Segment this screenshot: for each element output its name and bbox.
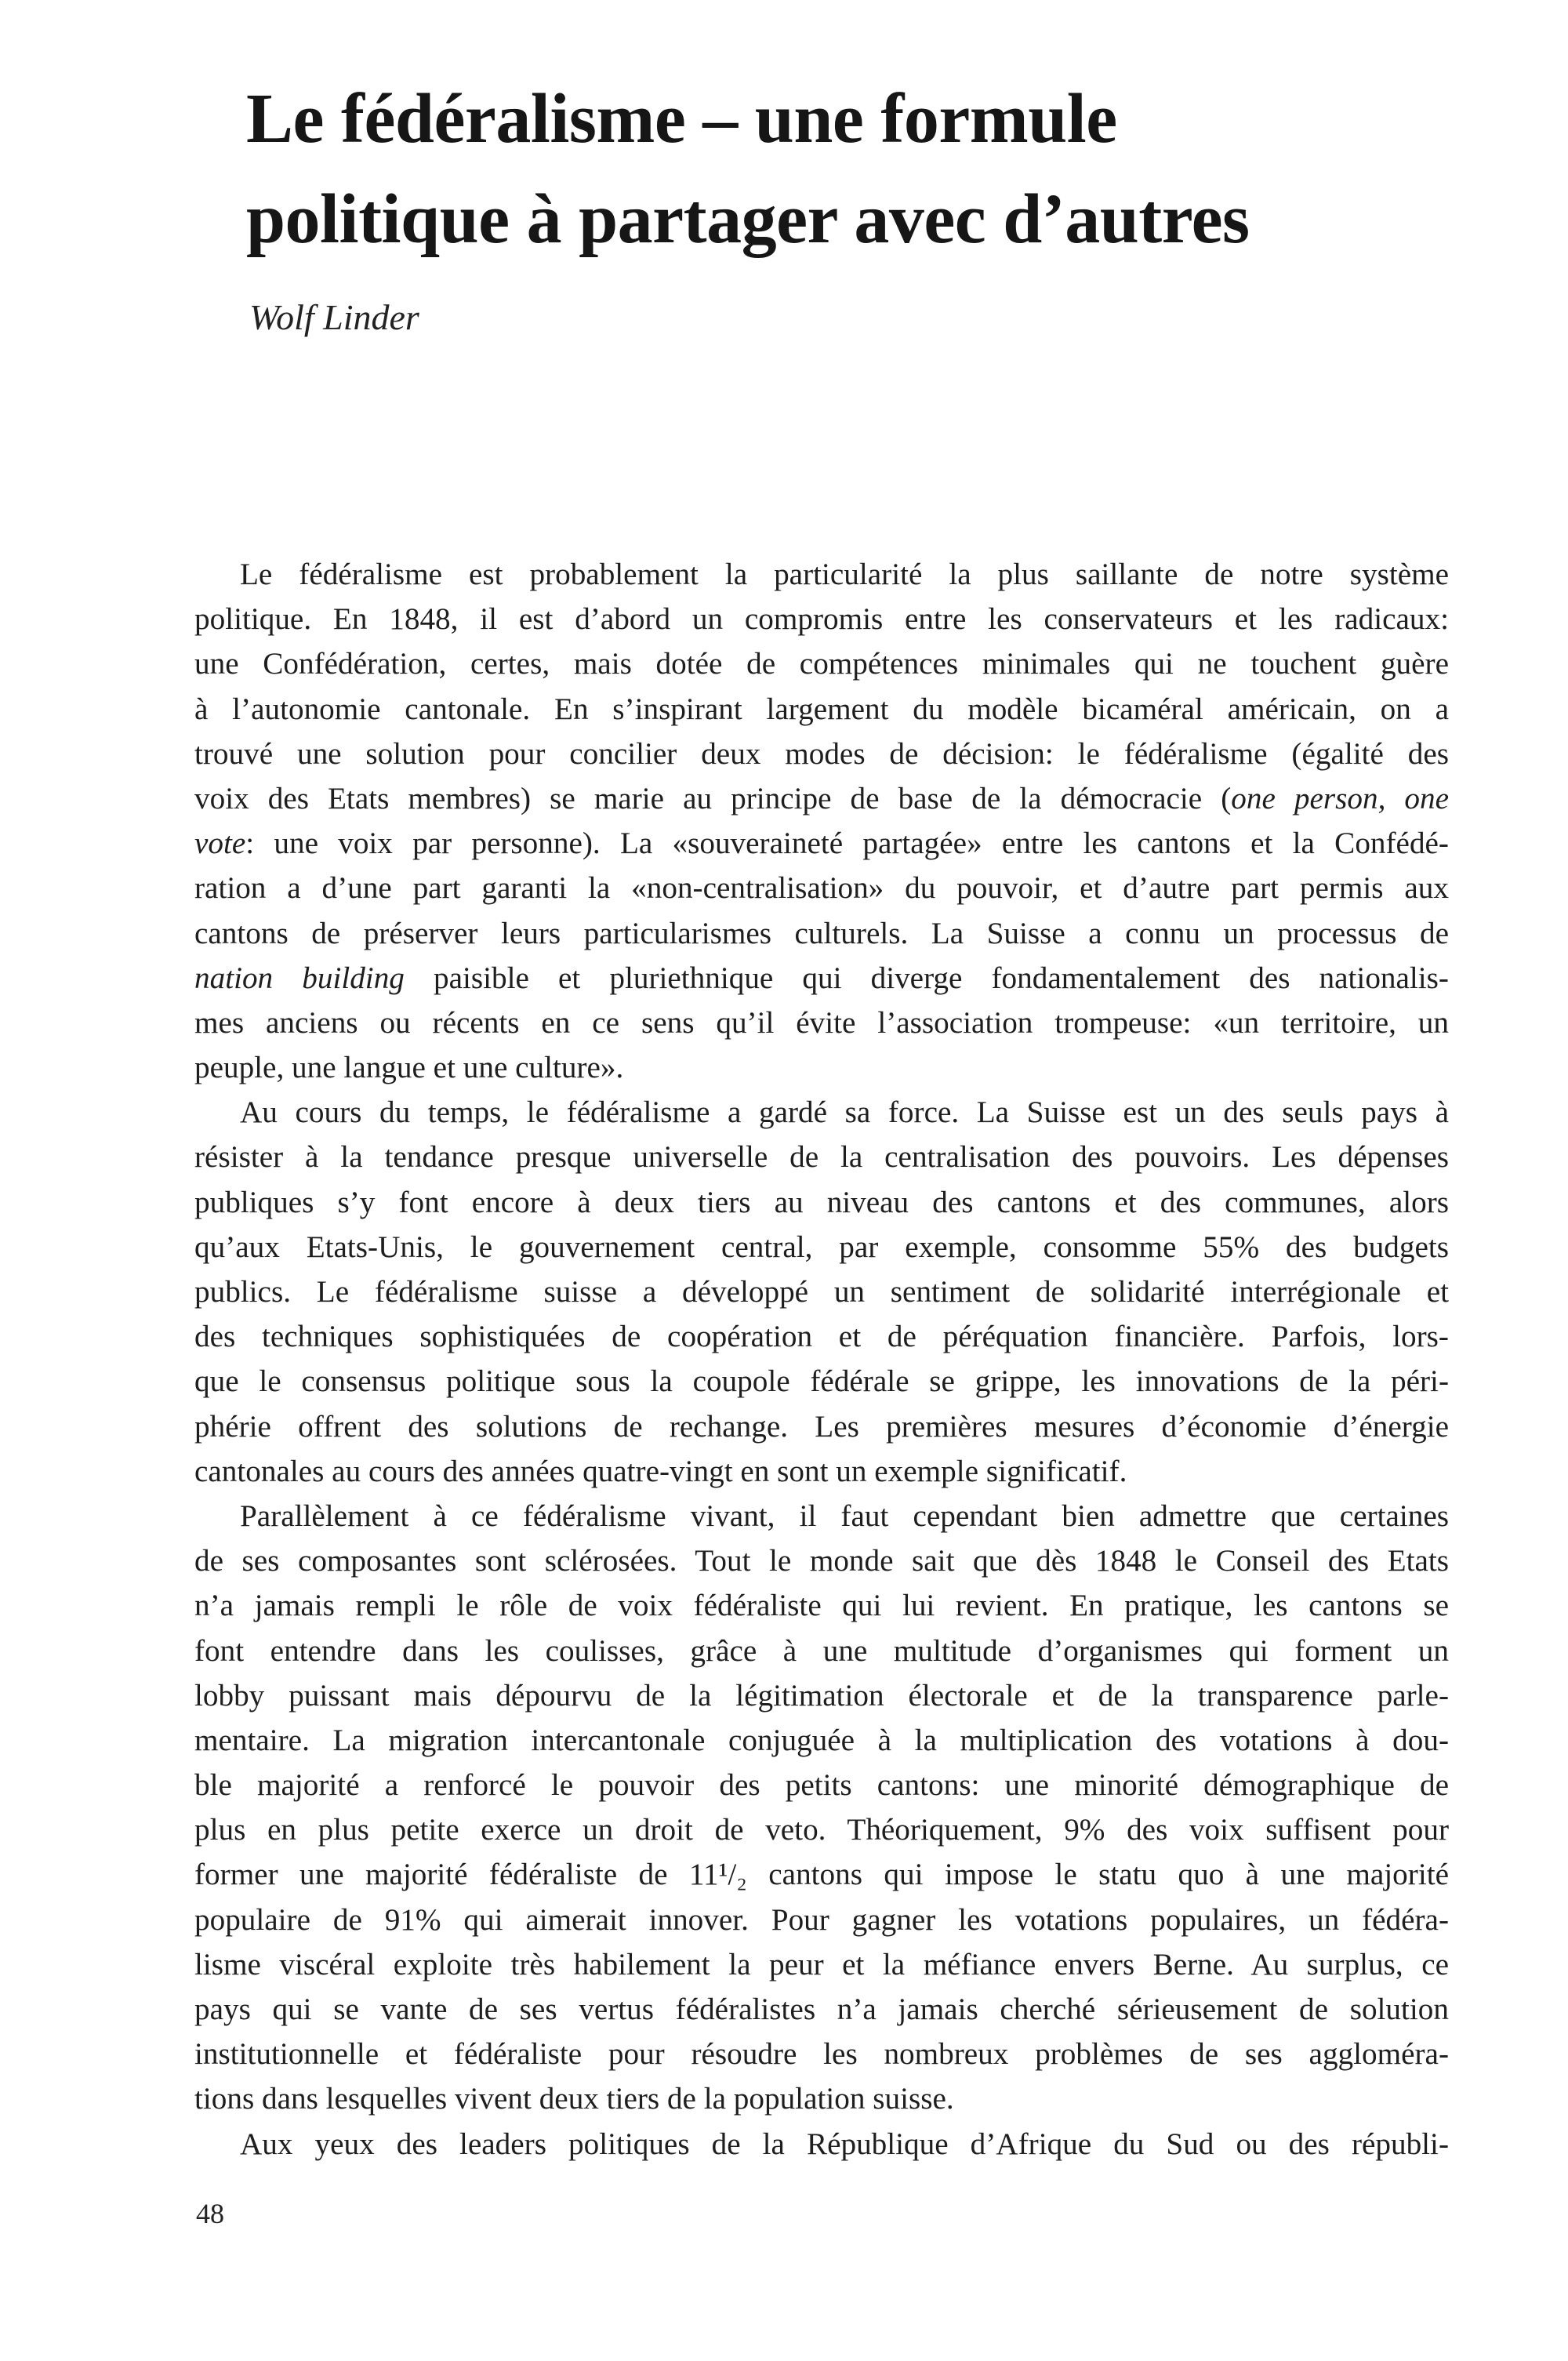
- text-line: lobby puissant mais dépourvu de la légitimation électorale et de la transparence parle-: [194, 1678, 1449, 1713]
- article-body: [194, 552, 1449, 2167]
- text-line: nation building paisible et pluriethnique qui diverge fondamentalement des nationalis-: [194, 961, 1449, 995]
- text-line: résister à la tendance presque universelle de la centralisation des pouvoirs. Les dépenses: [194, 1140, 1449, 1175]
- author-name: Wolf Linder: [249, 297, 419, 337]
- text-line: populaire de 91% qui aimerait innover. Pour gagner les votations populaires, un fédéra-: [194, 1902, 1449, 1937]
- article-title: [246, 69, 1501, 270]
- text-line: peuple, une langue et une culture».: [194, 1051, 624, 1085]
- text-line: font entendre dans les coulisses, grâce à une multitude d’organismes qui forment un: [194, 1633, 1449, 1668]
- text-line: n’a jamais rempli le rôle de voix fédéraliste qui lui revient. En pratique, les cantons se: [194, 1589, 1449, 1623]
- text-line: plus en plus petite exerce un droit de veto. Théoriquement, 9% des voix suffisent pour: [194, 1813, 1449, 1847]
- text-line: Au cours du temps, le fédéralisme a gardé sa force. La Suisse est un des seuls pays à: [240, 1095, 1449, 1130]
- text-line: des techniques sophistiquées de coopération et de péréquation financière. Parfois, lors-: [194, 1320, 1449, 1354]
- text-line: mes anciens ou récents en ce sens qu’il évite l’association trompeuse: «un territoire, un: [194, 1005, 1449, 1040]
- paragraph-4: [194, 2122, 1449, 2167]
- text-line: ble majorité a renforcé le pouvoir des petits cantons: une minorité démographique de: [194, 1768, 1449, 1803]
- text-line: voix des Etats membres) se marie au principe de base de la démocracie (one person, one: [194, 781, 1449, 815]
- text-line: former une majorité fédéraliste de 11¹/₂ cantons qui impose le statu quo à une majorité: [194, 1858, 1449, 1892]
- text-line: politique. En 1848, il est d’abord un compromis entre les conservateurs et les radicaux:: [194, 602, 1449, 637]
- text-line: une Confédération, certes, mais dotée de compétences minimales qui ne touchent guère: [194, 647, 1449, 681]
- paragraph-3: [194, 1494, 1449, 2122]
- text-line: de ses composantes sont sclérosées. Tout le monde sait que dès 1848 le Conseil des Etats: [194, 1544, 1449, 1578]
- text-line: pays qui se vante de ses vertus fédéralistes n’a jamais cherché sérieusement de solution: [194, 1992, 1449, 2026]
- text-line: lisme viscéral exploite très habilement la peur et la méfiance envers Berne. Au surplus, ce: [194, 1947, 1449, 1981]
- paragraph-1: [194, 552, 1449, 1090]
- title-line-1: Le fédéralisme – une formule: [246, 80, 1117, 158]
- text-line: publiques s’y font encore à deux tiers au niveau des cantons et des communes, alors: [194, 1185, 1449, 1219]
- paragraph-2: [194, 1090, 1449, 1494]
- page-number: 48: [196, 2198, 224, 2229]
- text-line: Parallèlement à ce fédéralisme vivant, il faut cependant bien admettre que certaines: [240, 1498, 1449, 1533]
- text-line: vote: une voix par personne). La «souveraineté partagée» entre les cantons et la Confédé-: [194, 826, 1449, 861]
- text-line: Aux yeux des leaders politiques de la République d’Afrique du Sud ou des républi-: [240, 2127, 1449, 2161]
- text-line: publics. Le fédéralisme suisse a développé un sentiment de solidarité interrégionale et: [194, 1275, 1449, 1309]
- text-line: tions dans lesquelles vivent deux tiers de la population suisse.: [194, 2082, 954, 2116]
- text-line: ration a d’une part garanti la «non-centralisation» du pouvoir, et d’autre part permis aux: [194, 871, 1449, 906]
- text-line: cantonales au cours des années quatre-vingt en sont un exemple significatif.: [194, 1454, 1127, 1488]
- title-line-2: politique à partager avec d’autres: [246, 180, 1250, 258]
- text-line: qu’aux Etats-Unis, le gouvernement central, par exemple, consomme 55% des budgets: [194, 1230, 1449, 1264]
- text-line: à l’autonomie cantonale. En s’inspirant largement du modèle bicaméral américain, on a: [194, 692, 1449, 726]
- text-line: Le fédéralisme est probablement la particularité la plus saillante de notre système: [240, 558, 1449, 591]
- text-line: que le consensus politique sous la coupole fédérale se grippe, les innovations de la péri-: [194, 1364, 1449, 1399]
- text-line: institutionnelle et fédéraliste pour résoudre les nombreux problèmes de ses aggloméra-: [194, 2037, 1449, 2072]
- text-line: trouvé une solution pour concilier deux modes de décision: le fédéralisme (égalité des: [194, 736, 1449, 771]
- text-line: phérie offrent des solutions de rechange. Les premières mesures d’économie d’énergie: [194, 1409, 1449, 1444]
- text-line: cantons de préserver leurs particularismes culturels. La Suisse a connu un processus de: [194, 916, 1449, 950]
- text-line: mentaire. La migration intercantonale conjuguée à la multiplication des votations à dou-: [194, 1723, 1449, 1757]
